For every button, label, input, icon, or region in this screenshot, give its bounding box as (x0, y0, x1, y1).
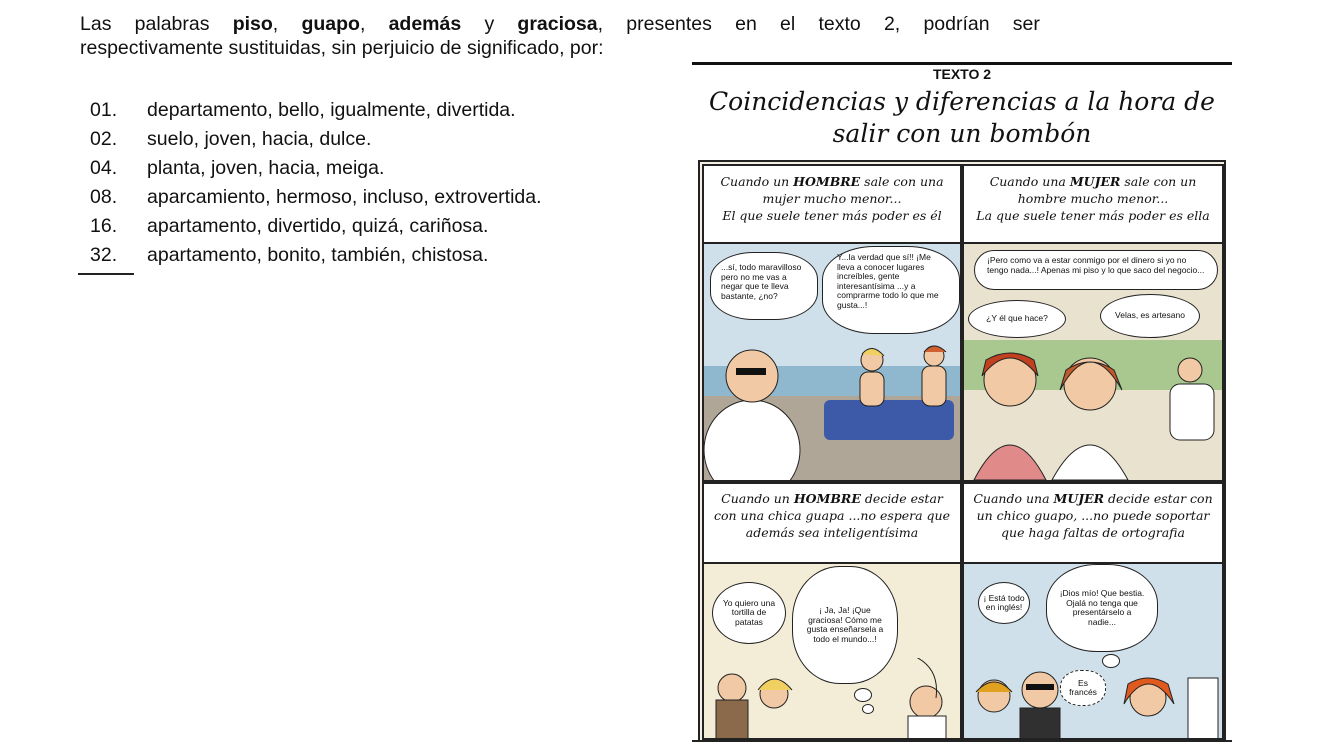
panel-caption: Cuando un HOMBRE sale con una mujer mucho menor... El que suele tener más poder es él (704, 166, 960, 244)
question-word: palabras (134, 13, 210, 35)
comic-panel-1 (702, 164, 962, 482)
thought-bubble: ¡ Ja, Ja! ¡Que graciosa! Cómo me gusta enseñarsela a todo el mundo...! (792, 566, 898, 684)
comic-panel-4 (962, 482, 1224, 740)
question-text (80, 12, 1040, 60)
question-word (233, 12, 279, 36)
key-word: graciosa (517, 13, 598, 35)
question-line-1 (80, 12, 1040, 36)
comic-panel-2 (962, 164, 1224, 482)
thought-dot (1102, 654, 1120, 668)
question-word: ser (1012, 13, 1040, 35)
question-word (389, 12, 462, 36)
question-word: texto (818, 13, 861, 35)
comic-strip (698, 160, 1226, 742)
texto-title-line-2: salir con un bombón (832, 119, 1092, 148)
texto-bottom-rule (692, 740, 1232, 742)
speech-bubble: Velas, es artesano (1100, 294, 1200, 338)
texto-title-line-1: Coincidencias y diferencias a la hora de (709, 87, 1215, 116)
comic-panel-3 (702, 482, 962, 740)
option-number: 01. (90, 99, 118, 121)
option-text: aparcamiento, hermoso, incluso, extrovertida. (147, 186, 542, 208)
punctuation: , (272, 13, 279, 35)
speech-bubble: ...sí, todo maravilloso pero no me vas a negar que te lleva bastante, ¿no? (710, 252, 818, 320)
texto-top-rule (692, 62, 1232, 65)
question-word: el (780, 13, 796, 35)
option-02[interactable] (90, 125, 542, 154)
option-number: 04. (90, 157, 118, 179)
speech-bubble: Y...la verdad que sí!! ¡Me lleva a conocer lugares increíbles, gente interesantísima ...y a comprarme todo lo que me gusta...! (822, 246, 960, 334)
option-number: 32. (90, 244, 118, 266)
option-text: suelo, joven, hacia, dulce. (147, 128, 372, 150)
option-number: 16. (90, 215, 118, 237)
punctuation: , (597, 13, 604, 35)
panel-caption: Cuando una MUJER decide estar con un chico guapo, ...no puede soportar que haga faltas de ortografia (964, 484, 1222, 564)
speech-bubble: ¿Y él que hace? (968, 300, 1066, 338)
option-16[interactable] (90, 212, 542, 241)
thought-dot (854, 688, 872, 702)
option-number: 02. (90, 128, 118, 150)
punctuation: , (359, 13, 366, 35)
answer-rule (78, 273, 134, 275)
question-word (301, 12, 365, 36)
speech-bubble: ¡Pero como va a estar conmigo por el dinero si yo no tengo nada...! Apenas mi piso y lo que saco del negocio... (974, 250, 1218, 290)
texto-label: TEXTO 2 (932, 66, 992, 82)
option-text: apartamento, bonito, también, chistosa. (147, 244, 489, 266)
texto-title (692, 86, 1232, 150)
thought-dot (862, 704, 874, 714)
option-08[interactable] (90, 183, 542, 212)
option-01[interactable] (90, 96, 542, 125)
thought-bubble: ¡Dios mío! Que bestia. Ojalá no tenga que presentárselo a nadie... (1046, 564, 1158, 652)
question-word: podrían (923, 13, 990, 35)
question-word (517, 12, 603, 36)
beach-scene-illustration (704, 330, 960, 480)
option-04[interactable] (90, 154, 542, 183)
option-number: 08. (90, 186, 118, 208)
question-line-2: respectivamente sustituidas, sin perjuicio de significado, por: (80, 37, 604, 59)
thought-bubble: Es francés (1060, 670, 1106, 706)
option-text: departamento, bello, igualmente, divertida. (147, 99, 516, 121)
living-room-scene-illustration (964, 340, 1222, 480)
panel-caption: Cuando un HOMBRE decide estar con una chica guapa ...no espera que además sea inteligentísima (704, 484, 960, 564)
option-text: apartamento, divertido, quizá, cariñosa. (147, 215, 489, 237)
speech-bubble: Yo quiero una tortilla de patatas (712, 582, 786, 644)
key-word: piso (232, 13, 273, 35)
panel-caption: Cuando una MUJER sale con un hombre mucho menor... La que suele tener más poder es ella (964, 166, 1222, 244)
question-word: presentes (626, 13, 712, 35)
options-list (90, 96, 542, 270)
key-word: guapo (301, 13, 360, 35)
question-word: 2, (883, 13, 901, 35)
question-word: en (735, 13, 757, 35)
option-32[interactable] (90, 241, 542, 270)
question-word: y (484, 13, 495, 35)
option-text: planta, joven, hacia, meiga. (147, 157, 385, 179)
question-word: Las (80, 13, 112, 35)
key-word: además (388, 13, 462, 35)
speech-bubble: ¡ Está todo en inglés! (978, 582, 1030, 624)
